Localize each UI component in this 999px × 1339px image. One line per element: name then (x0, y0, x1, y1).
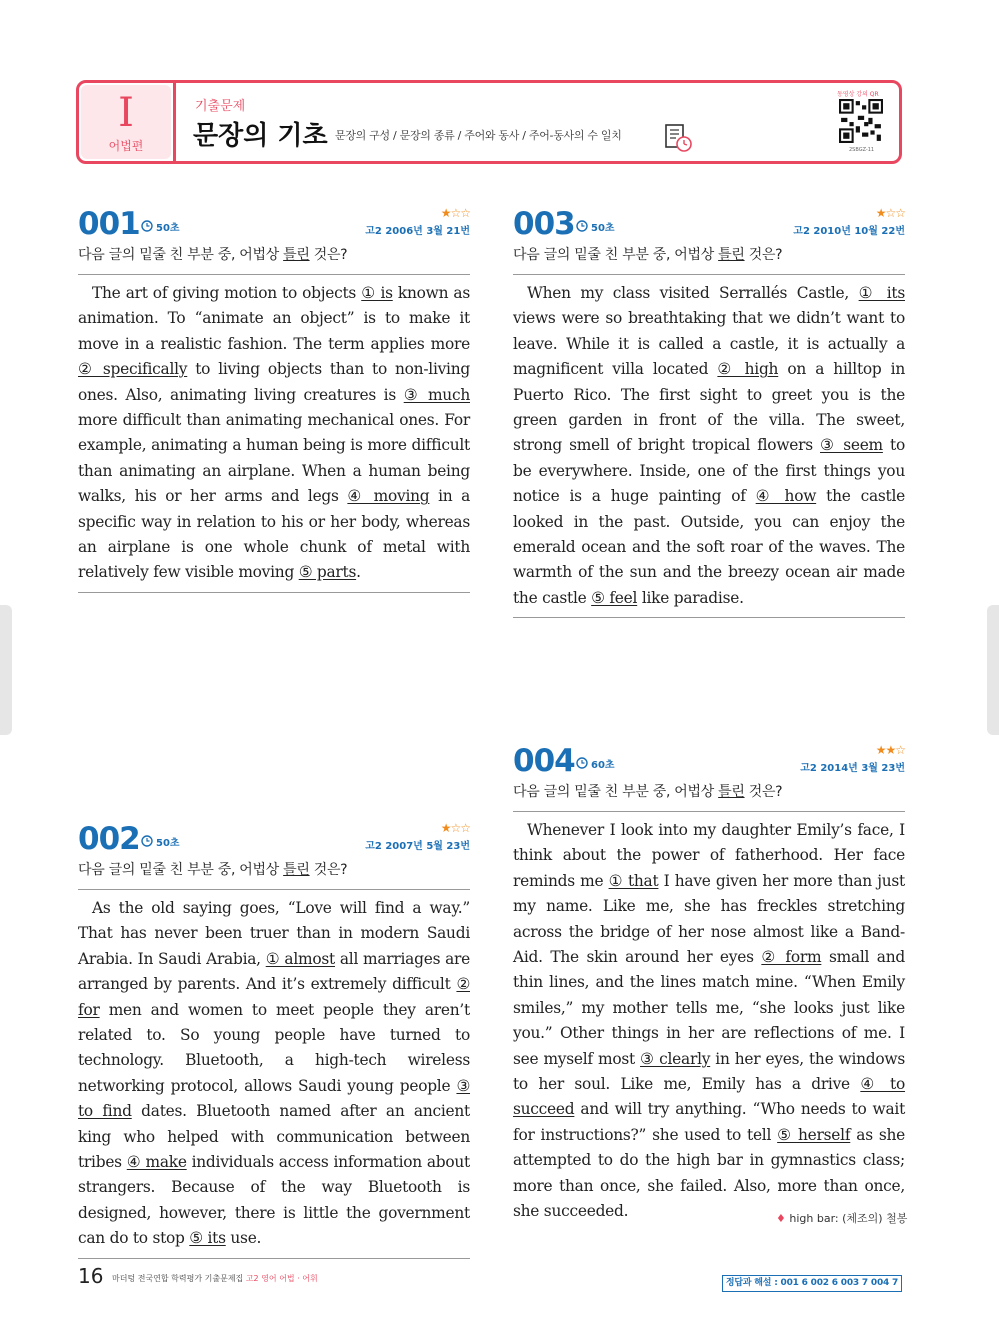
part-box (81, 85, 171, 159)
question-post: 것은? (309, 862, 348, 878)
footnote-mark: ♦ (776, 1212, 786, 1225)
problem-time: 50초 (156, 838, 180, 849)
book-title-pre: 마더텅 전국연합 학력평가 기출문제집 (112, 1274, 246, 1283)
header-divider (173, 83, 176, 161)
question-text (78, 244, 470, 275)
choice-1[interactable]: ① is (361, 284, 393, 302)
problem-time: 50초 (156, 223, 180, 234)
header-category: 기출문제 (195, 99, 246, 114)
question-keyword: 틀린 (718, 247, 745, 263)
problem-header (78, 821, 470, 857)
question-pre: 다음 글의 밑줄 친 부분 중, 어법상 (513, 784, 719, 800)
choice-2[interactable]: ② form (761, 948, 822, 967)
difficulty-stars: ★☆☆ (440, 821, 470, 835)
choice-3[interactable]: ③ seem (820, 436, 883, 455)
question-pre: 다음 글의 밑줄 친 부분 중, 어법상 (513, 247, 719, 263)
choice-4[interactable]: ④ moving (347, 487, 430, 506)
question-keyword: 틀린 (283, 247, 310, 263)
choice-5[interactable]: ⑤ feel (591, 588, 638, 607)
qr-code-icon[interactable] (839, 99, 883, 143)
question-post: 것은? (744, 247, 783, 263)
part-roman: I (118, 90, 134, 136)
problem-number: 003 (513, 206, 575, 242)
footnote (776, 1210, 907, 1226)
chapter-title: 문장의 기초 (193, 121, 328, 151)
problem-003 (513, 206, 905, 618)
difficulty-stars: ★★☆ (875, 743, 905, 757)
choice-3[interactable]: ③ to find (78, 1076, 470, 1121)
chapter-subtopics: 문장의 구성 / 문장의 종류 / 주어와 동사 / 주어-동사의 수 일치 (335, 129, 622, 142)
difficulty-stars: ★☆☆ (875, 206, 905, 220)
choice-5[interactable]: ⑤ its (189, 1229, 226, 1248)
book-title-highlight: 고2 영어 어법 · 어휘 (245, 1274, 318, 1283)
problem-004 (513, 743, 908, 1231)
problem-header (513, 743, 905, 779)
problem-source: 고2 2014년 3월 23번 (800, 763, 905, 774)
choice-1[interactable]: ① almost (265, 949, 335, 968)
choice-1[interactable]: ① that (608, 871, 659, 890)
problem-number: 002 (78, 821, 140, 857)
problem-001 (78, 206, 470, 593)
choice-4[interactable]: ④ make (126, 1153, 187, 1172)
question-pre: 다음 글의 밑줄 친 부분 중, 어법상 (78, 862, 284, 878)
footnote-text: high bar: (체조의) 철봉 (789, 1212, 908, 1225)
problem-source: 고2 2007년 5월 23번 (365, 841, 470, 852)
question-keyword: 틀린 (718, 784, 745, 800)
difficulty-stars: ★☆☆ (440, 206, 470, 220)
choice-3[interactable]: ③ much (403, 385, 470, 404)
choice-2[interactable]: ② high (717, 360, 779, 379)
choice-2[interactable]: ② specifically (78, 360, 188, 379)
passage: As the old saying goes, “Love will find a way.” That has never been truer than in modern Saudi Arabia. In Saudi Arabia, ① almost all marriages are arranged by parents. And it’s extremely difficult ② for men and women to meet people they aren’t related to. So young people have turned to technology. Bluetooth, a high-tech wireless networking protocol, allows Saudi young people ③ to find dates. Bluetooth named after an ancient king who helped with communication between tribes ④ make individuals access information about strangers. Because of the way Bluetooth is designed, however, there is little the government can do to stop ⑤ its use. (78, 896, 470, 1259)
problem-time: 50초 (591, 223, 615, 234)
passage: The art of giving motion to objects ① is known as animation. To “animate an object” is to make it move in a realistic fashion. The term applies more ② specifically to living objects than to non-living ones. Also, animating living creatures is ③ much more difficult than animating mechanical ones. For example, animating a human being is more difficult than animating an airplane. When a human being walks, his or her arms and legs ④ moving in a specific way in relation to his or her body, whereas an airplane is one whole chunk of metal with relatively few visible moving ⑤ parts. (78, 281, 470, 593)
page-number: 16 (78, 1264, 104, 1288)
question-text (513, 244, 905, 275)
answer-reference: 정답과 해설 : 001 6 002 6 003 7 004 7 (722, 1275, 902, 1292)
qr-code-text: 2SBGZ-11 (849, 147, 875, 153)
left-page-tab (0, 605, 12, 735)
clock-icon (141, 835, 153, 847)
clock-icon (576, 757, 588, 769)
choice-5[interactable]: ⑤ herself (777, 1125, 851, 1144)
question-text (78, 859, 470, 890)
choice-1[interactable]: ① its (858, 284, 905, 302)
choice-2[interactable]: ② for (78, 975, 470, 1019)
book-title (112, 1273, 318, 1284)
problem-header (513, 206, 905, 242)
clock-icon (576, 220, 588, 232)
passage: When my class visited Serrallés Castle, ① its views were so breathtaking that we didn’t want to leave. While it is called a castle, it is actually a magnificent villa located ② high on a hilltop in Puerto Rico. The first sight to greet you is the green garden in front of the villa. The sweet, strong smell of bright tropical flowers ③ seem to be everywhere. Inside, one of the first things you notice is a huge painting of ④ how the castle looked in the past. Outside, you can enjoy the emerald ocean and the soft roar of the waves. The warmth of the sun and the breezy ocean air made the castle ⑤ feel like paradise. (513, 281, 905, 618)
problem-002 (78, 821, 470, 1259)
choice-5[interactable]: ⑤ parts (298, 563, 357, 582)
problem-number: 001 (78, 206, 140, 242)
question-keyword: 틀린 (283, 862, 310, 878)
problem-header (78, 206, 470, 242)
problem-number: 004 (513, 743, 575, 779)
problem-source: 고2 2006년 3월 21번 (365, 226, 470, 237)
question-text (513, 781, 905, 812)
problem-time: 60초 (591, 760, 615, 771)
part-label: 어법편 (108, 139, 144, 153)
right-page-tab (987, 605, 999, 735)
choice-4[interactable]: ④ to succeed (513, 1075, 906, 1119)
problem-source: 고2 2010년 10월 22번 (793, 226, 905, 237)
choice-4[interactable]: ④ how (755, 487, 817, 506)
question-post: 것은? (744, 784, 783, 800)
question-post: 것은? (309, 247, 348, 263)
choice-3[interactable]: ③ clearly (640, 1049, 711, 1068)
passage: Whenever I look into my daughter Emily’s face, I think about the power of fatherhood. Her face reminds me ① that I have given her more than just my name. Like me, she has freckles stretching across the bridge of her nose almost like a Band-Aid. The skin around her eyes ② form small and thin lines, and the lines match mine. “When Emily smiles,” my mother tells me, “she looks just like you.” Other things in her are reflections of me. I see myself most ③ clearly in her eyes, the windows to her soul. Like me, Emily has a drive ④ to succeed and will try anything. “Who needs to wait for instructions?” she used to tell ⑤ herself as she attempted to do the high bar in gymnastics class; more than once, she failed. Also, more than once, she succeeded. (513, 821, 906, 1221)
chapter-header (76, 80, 902, 164)
qr-label: 동영상 강의 QR (837, 91, 879, 98)
book-clock-icon (663, 123, 693, 153)
clock-icon (141, 220, 153, 232)
question-pre: 다음 글의 밑줄 친 부분 중, 어법상 (78, 247, 284, 263)
